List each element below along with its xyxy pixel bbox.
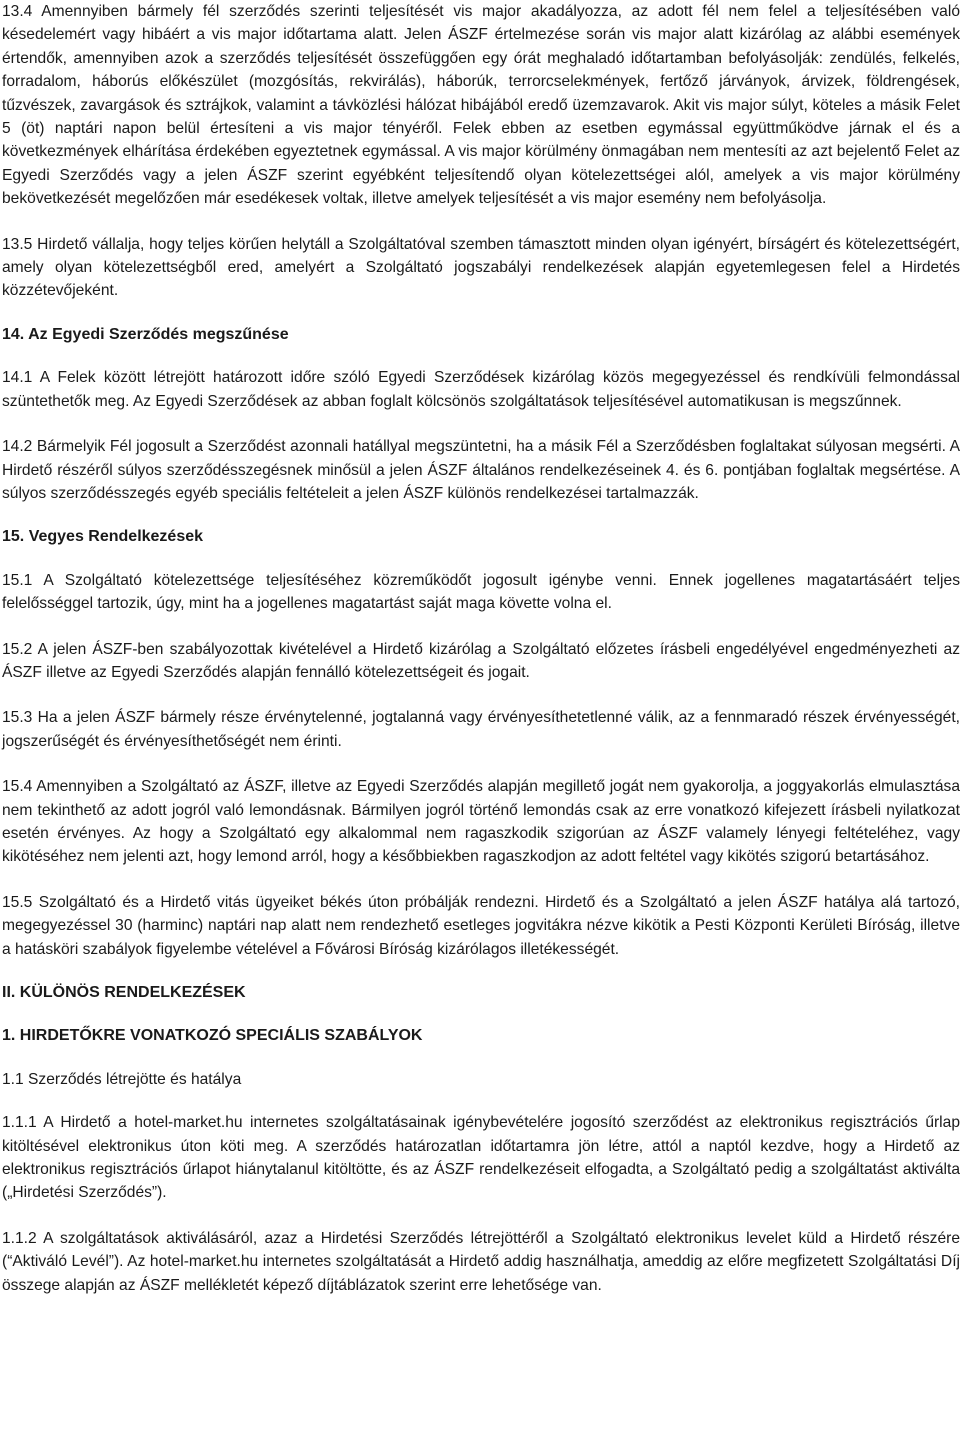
paragraph-13-4: 13.4 Amennyiben bármely fél szerződés szerinti teljesítését vis major akadályozza, az adott fél nem felel a teljesítésében való késedelemért vagy hibáért a vis major időtartama alatt. Jelen ÁSZF értelmezése során vis major alatt kizárólag az alábbi események értendők, amennyiben azok a szerződés teljesítését összefüggően egy órát meghaladó időtartamban befolyásolják: zendülés, felkelés, forradalom, háborús előkészület (mozgósítás, rekvirálás), háborúk, terrorcselekmények, fertőző járványok, árvizek, földrengések, tűzvészek, zavargások és sztrájkok, valamint a távközlési hálózat hibájából eredő üzemzavarok. Akit vis major súlyt, köteles a másik Felet 5 (öt) naptári napon belül értesíteni a vis major tényéről. Felek ebben az esetben egymással együttműködve járnak el és a következmények elhárítása érdekében egyeztetnek egymással. A vis major körülmény önmagában nem mentesíti az azt bejelentő Felet az Egyedi Szerződés vagy a jelen ÁSZF szerint egyébként teljesítendő olyan kötelezettségei alól, amelyek a vis major körülmény bekövetkezését megelőzően már esedékesek voltak, illetve amelyek teljesítését a vis major esemény nem befolyásolja.: [2, 3, 960, 208]
paragraph-14-1: 14.1 A Felek között létrejött határozott időre szóló Egyedi Szerződések kizárólag közös megegyezéssel és rendkívüli felmondással szüntethetők meg. Az Egyedi Szerződések az abban foglalt kölcsönös szolgáltatások teljesítésével automatikusan is megszűnnek.: [2, 369, 960, 410]
part-heading-II: II. KÜLÖNÖS RENDELKEZÉSEK: [2, 984, 246, 1001]
section-heading-14: 14. Az Egyedi Szerződés megszűnése: [2, 325, 289, 343]
section-heading-1: 1. HIRDETŐKRE VONATKOZÓ SPECIÁLIS SZABÁLYOK: [2, 1027, 423, 1045]
paragraph-15-3: 15.3 Ha a jelen ÁSZF bármely része érvénytelenné, jogtalanná vagy érvényesíthetetlenné válik, az a fennmaradó részek érvényességét, jogszerűségét és érvényesíthetőségét nem érinti.: [2, 709, 960, 750]
paragraph-15-4: 15.4 Amennyiben a Szolgáltató az ÁSZF, illetve az Egyedi Szerződés alapján megillető jogát nem gyakorolja, a joggyakorlás elmulasztása nem tekinthető az adott jogról való lemondásnak. Bármilyen jogról történő lemondás csak az erre vonatkozó kifejezett írásbeli nyilatkozat esetén érvényes. Az hogy a Szolgáltató egy alkalommal nem ragaszkodik szigorúan az ÁSZF valamely lényegi feltételéhez, vagy kikötéséhez nem jelenti azt, hogy lemond arról, hogy a későbbiekben ragaszkodjon az adott feltétel vagy kikötés szigorú betartásához.: [2, 778, 960, 866]
subsection-heading-1-1: 1.1 Szerződés létrejötte és hatálya: [2, 1070, 242, 1088]
document-page: [2, 0, 960, 1439]
paragraph-15-5: 15.5 Szolgáltató és a Hirdető vitás ügyeiket békés úton próbálják rendezni. Hirdető és a Szolgáltató a jelen ÁSZF hatálya alá tartozó, megegyezéssel 30 (harminc) naptári nap alatt nem rendezhető esetleges jogvitákra nézve kikötik a Pesti Központi Kerületi Bíróság, illetve a hatásköri szabályok figyelembe vételével a Fővárosi Bíróság kizárólagos illetékességét.: [2, 893, 960, 958]
paragraph-15-1: 15.1 A Szolgáltató kötelezettsége teljesítéséhez közreműködőt jogosult igénybe venni. Ennek jogellenes magatartásáért teljes felelősséggel tartozik, úgy, mint ha a jogellenes magatartást saját maga követte volna el.: [2, 571, 960, 613]
section-heading-15: 15. Vegyes Rendelkezések: [2, 528, 204, 546]
paragraph-15-2: 15.2 A jelen ÁSZF-ben szabályozottak kivételével a Hirdető kizárólag a Szolgáltató előzetes írásbeli engedélyével engedményezheti az ÁSZF illetve az Egyedi Szerződés alapján fennálló kötelezettségeit és jogait.: [2, 640, 960, 681]
paragraph-1-1-2: 1.1.2 A szolgáltatások aktiválásáról, azaz a Hirdetési Szerződés létrejöttéről a Szolgáltató elektronikus levelet küld a Hirdető részére (“Aktiváló Levél”). Az hotel-market.hu internetes szolgáltatását a Hirdető addig használhatja, ameddig az előre megfizetett Szolgáltatási Díj összege alapján az ÁSZF mellékletét képező díjtáblázatok szerint erre lehetősége van.: [2, 1229, 960, 1294]
paragraph-1-1-1: 1.1.1 A Hirdető a hotel-market.hu internetes szolgáltatásainak igénybevételére jogosító szerződést az elektronikus regisztrációs űrlap kitöltésével elektronikus úton köti meg. A szerződés határozatlan időtartamra jön létre, attól a naptól kezdve, hogy a Hirdető az elektronikus regisztrációs űrlapot hiánytalanul kitöltötte, és az ÁSZF rendelkezéseit elfogadta, a Szolgáltató pedig a szolgáltatást aktiválta („Hirdetési Szerződés”).: [2, 1114, 960, 1202]
paragraph-14-2: 14.2 Bármelyik Fél jogosult a Szerződést azonnali hatállyal megszüntetni, ha a másik Fél a Szerződésben foglaltakat súlyosan megsérti. A Hirdető részéről súlyos szerződésszegésnek minősül a jelen ÁSZF általános rendelkezéseinek 4. és 6. pontjában foglaltak megsértése. A súlyos szerződésszegés egyéb speciális feltételeit a jelen ÁSZF különös rendelkezései tartalmazzák.: [2, 438, 960, 502]
paragraph-13-5: 13.5 Hirdető vállalja, hogy teljes körűen helytáll a Szolgáltatóval szemben támasztott minden olyan igényért, bírságért és kötelezettségért, amely olyan kötelezettségből ered, amelyért a Szolgáltató jogszabályi rendelkezések alapján egyetemlegesen felel a Hirdetés közzétevőjeként.: [2, 235, 960, 300]
